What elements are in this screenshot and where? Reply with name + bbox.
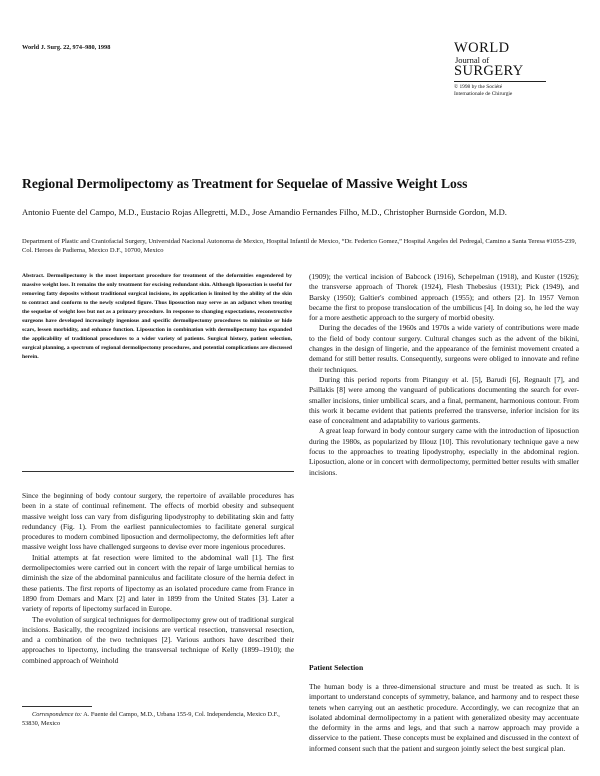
- right-column: [309, 272, 579, 478]
- logo-copyright-line2: Internationale de Chirurgie: [454, 91, 513, 97]
- footnote-text: A. Fuente del Campo, M.D., Urbana 155-9, Col. Independencia, Mexico D.F., 53830, Mexico: [22, 711, 280, 727]
- paragraph: Since the beginning of body contour surgery, the repertoire of available procedures has been in a state of continual refinement. The effects of morbid obesity and subsequent massive weight loss can vary from disfiguring lipodystrophy to debilitating skin and fatty redundancy (Fig. 1). From the earliest panniculectomies to facilitate general surgical procedures to modern combined liposuction and dermolipectomy, the deformities left after massive weight loss have challenged surgeons to devise ever more ingenious procedures.: [22, 491, 294, 552]
- author-list: Antonio Fuente del Campo, M.D., Eustacio Rojas Allegretti, M.D., Jose Amandio Fernandes Filho, M.D., Christopher Burnside Gordon, M.D.: [22, 207, 507, 217]
- footnote-label: Correspondence to:: [32, 711, 82, 718]
- paragraph: Initial attempts at fat resection were limited to the abdominal wall [1]. The first dermolipectomies were carried out in concert with the repair of large umbilical hernias to diminish the size of the abdominal panniculus and facilitate closure of the hernia defect in these patients. The first reports of lipectomy as an isolated procedure came from France in 1890 from Demars and Marx [2] and later in 1899 from the United States [3]. Later a variety of reports of lipectomy surfaced in Europe.: [22, 552, 294, 614]
- paragraph: (1909); the vertical incision of Babcock (1916), Schepelman (1918), and Kuster (1926); the transverse approach of Thorek (1924), Flesh Thebesius (1931); Pick (1949), and Barsky (1950); Galtier's combined approach (1955); and others [2]. In 1957 Vernon became the first to propose translocation of the umbilicus [4]. In doing so, he led the way for a more aesthetic approach to the surgery of morbid obesity.: [309, 272, 579, 323]
- affiliation: Department of Plastic and Craniofacial Surgery, Universidad Nacional Autonoma de Mexico, Hospital Infantil de Mexico, “Dr. Federico Gomez,” Hospital Angeles del Pedregal, Camino a Santa Teresa #1055-239, Col. Heroes de Padierna, Mexico D.F., 10700, Mexico: [22, 238, 577, 254]
- paragraph: During this period reports from Pitanguy et al. [5], Barudi [6], Regnault [7], and Psillakis [8] were among the vanguard of publications documenting the search for ever-smaller incisions, tinier umbilical scars, and a final, permanent, harmonious contour. From this work it became evident that patients preferred the transverse, inferior incision for its ease of concealment and adaptability to various garments.: [309, 374, 579, 426]
- abstract: Abstract. Dermolipectomy is the most important procedure for treatment of the deformities engendered by massive weight loss. It remains the only treatment for excising redundant skin. Although liposuction is useful for removing fatty deposits without traditional surgical incisions, its application is limited by the ability of the skin to contract and conform to the newly sculpted figure. Thus liposuction may serve as an adjunct when treating the sequelae of weight loss but not as a primary procedure. In response to changing expectations, reconstructive surgeons have developed increasingly ingenious and specific dermolipectomy procedures to minimize or hide scars, lessen morbidity, and enhance function. Liposuction in combination with dermolipectomy has expanded the applicability of traditional procedures to a wider variety of patients. Surgical history, patient selection, surgical planning, a spectrum of regional dermolipectomy procedures, and potential complications are discussed herein.: [22, 273, 292, 361]
- logo-world: WORLD: [454, 40, 510, 56]
- paragraph: A great leap forward in body contour surgery came with the introduction of liposuction during the 1980s, as popularized by Illouz [10]. This revolutionary technique gave a new focus to the approaches to treating lipodystrophy, especially in the abdominal region. Liposuction, alone or in concert with dermolipectomy, permitted better results with smaller incisions.: [309, 426, 579, 477]
- paragraph: The evolution of surgical techniques for dermolipectomy grew out of traditional surgical incisions. Basically, the recognized incisions are vertical resection, transversal resection, and a combination of the two techniques [2]. Various authors have described their approaches to lipectomy, including the transversal technique of Kelly (1899–1910); the combined approach of Weinhold: [22, 614, 294, 665]
- journal-citation: World J. Surg. 22, 974–980, 1998: [22, 44, 111, 51]
- logo-journal-of: Journal of: [455, 55, 490, 65]
- section-heading: Patient Selection: [309, 663, 364, 672]
- logo-divider: [454, 81, 546, 82]
- journal-logo: [454, 42, 584, 98]
- logo-surgery: SURGERY: [454, 63, 524, 79]
- correspondence-footnote: [22, 710, 294, 728]
- paragraph: During the decades of the 1960s and 1970s a wide variety of contributions were made to the field of body contour surgery. Cultural changes such as the advent of the bikini, changes in the design of lingerie, and the appearance of the feminist movement created a demand for still better results. Consequently, surgeons were obliged to innovate and refine their techniques.: [309, 323, 579, 374]
- section-body: [309, 682, 579, 754]
- article-title: Regional Dermolipectomy as Treatment for Sequelae of Massive Weight Loss: [22, 176, 468, 191]
- footnote-divider: [22, 706, 92, 707]
- left-column: [22, 491, 294, 666]
- paragraph: The human body is a three-dimensional structure and must be treated as such. It is important to understand concepts of symmetry, balance, and harmony and to respect these tenets when carrying out an aesthetic procedure. Accordingly, we can recognize that an isolated abdominal dermolipectomy in a patient with generalized obesity may accentuate the deformity in the arms and legs, and that such a narrow approach may provide a disservice to the patient. These concepts must be explained and discussed in the context of informed consent such that the patient and surgeon jointly select the best surgical plan.: [309, 682, 579, 753]
- abstract-divider: [22, 471, 294, 472]
- logo-copyright-line1: © 1998 by the Société: [454, 84, 503, 90]
